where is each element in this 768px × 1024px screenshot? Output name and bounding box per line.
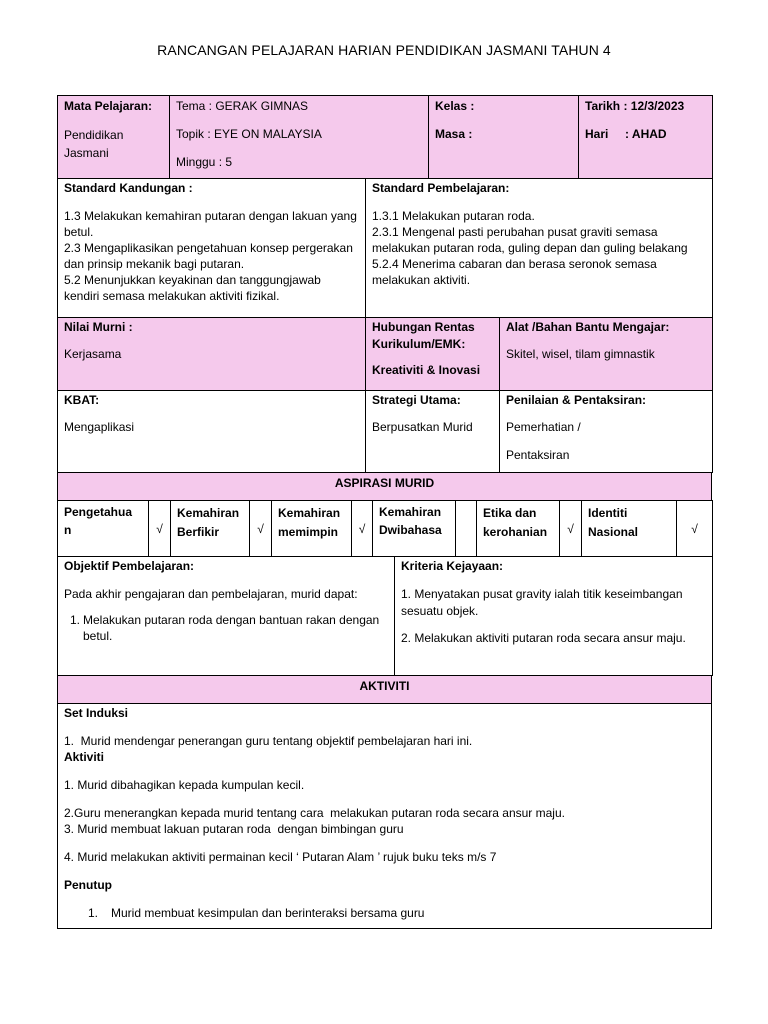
tarikh-text: Tarikh : 12/3/2023 [585, 99, 685, 113]
aspirasi-item-line1: Kemahiran [177, 506, 240, 520]
tema-text: Tema : GERAK GIMNAS [176, 99, 309, 113]
aktiviti-item: 3. Murid membuat lakuan putaran roda dengan bimbingan guru [64, 822, 404, 836]
kriteria-cell [395, 557, 713, 676]
tema-cell [170, 96, 429, 179]
objektif-cell [58, 557, 395, 676]
nilai-kbat-table [57, 317, 713, 473]
hubungan-cell [366, 318, 500, 391]
aspirasi-item-line1: Pengetahua [64, 505, 133, 519]
strategi-label: Strategi Utama: [372, 393, 461, 407]
standard-pembelajaran-cell [366, 179, 713, 318]
kriteria-item: 2. Melakukan aktiviti putaran roda secara ansur maju. [401, 631, 686, 645]
objektif-item: Melakukan putaran roda dengan bantuan rakan dengan betul. [82, 613, 380, 643]
header-table [57, 95, 713, 179]
aspirasi-item-line1: Identiti [588, 506, 628, 520]
aspirasi-item-line2: kerohanian [483, 525, 548, 539]
aktiviti-item: 4. Murid melakukan aktiviti permainan kecil ‘ Putaran Alam ’ rujuk buku teks m/s 7 [64, 850, 497, 864]
kelas-text: Kelas : [435, 99, 475, 113]
aspirasi-heading-table [57, 472, 712, 501]
aspirasi-tick: √ [560, 501, 582, 557]
aspirasi-item-label [272, 501, 352, 557]
aktiviti-heading: AKTIVITI [359, 679, 410, 693]
aspirasi-item-line2: n [64, 523, 72, 537]
alat-cell [500, 318, 713, 391]
aspirasi-item-line1: Kemahiran [379, 505, 442, 519]
standard-kandungan-label: Standard Kandungan : [64, 181, 193, 195]
kbat-value: Mengaplikasi [64, 420, 135, 434]
topik-text: Topik : EYE ON MALAYSIA [176, 127, 322, 141]
aspirasi-item-label [373, 501, 456, 557]
aspirasi-item-label [582, 501, 677, 557]
mata-pelajaran-value: Pendidikan Jasmani [64, 128, 124, 160]
set-induksi-item: 1. Murid mendengar penerangan guru tentang objektif pembelajaran hari ini. [64, 734, 473, 748]
penilaian-value-2: Pentaksiran [506, 448, 570, 462]
penutup-label: Penutup [64, 878, 112, 892]
aspirasi-heading: ASPIRASI MURID [334, 476, 435, 490]
standard-kandungan-item: 2.3 Mengaplikasikan pengetahuan konsep pergerakan dan prinsip mekanik bagi putaran. [64, 241, 353, 271]
nilai-murni-value: Kerjasama [64, 347, 122, 361]
aktiviti-item: 1. Murid dibahagikan kepada kumpulan kecil. [64, 778, 305, 792]
aspirasi-item-label [171, 501, 250, 557]
aspirasi-item-label [58, 501, 149, 557]
alat-value: Skitel, wisel, tilam gimnastik [506, 347, 655, 361]
standard-kandungan-cell [58, 179, 366, 318]
aspirasi-item-line1: Kemahiran [278, 506, 341, 520]
aspirasi-item-line1: Etika dan [483, 506, 537, 520]
tarikh-cell [579, 96, 713, 179]
lesson-plan-table [57, 95, 712, 929]
standard-pembelajaran-item: 5.2.4 Menerima cabaran dan berasa seronok semasa melakukan aktiviti. [372, 257, 657, 287]
aspirasi-tick: √ [149, 501, 171, 557]
strategi-value: Berpusatkan Murid [372, 420, 473, 434]
penilaian-cell [500, 391, 713, 473]
mata-pelajaran-label: Mata Pelajaran: [64, 99, 153, 113]
aspirasi-heading-cell [58, 473, 712, 501]
aktiviti-item: 2.Guru menerangkan kepada murid tentang cara melakukan putaran roda secara ansur maju. [64, 806, 565, 820]
aspirasi-tick: √ [352, 501, 373, 557]
page-title: RANCANGAN PELAJARAN HARIAN PENDIDIKAN JASMANI TAHUN 4 [157, 42, 611, 58]
aktiviti-table [57, 703, 712, 929]
aspirasi-table [57, 500, 713, 557]
kbat-label: KBAT: [64, 393, 100, 407]
standard-kandungan-item: 5.2 Menunjukkan keyakinan dan tanggungjawab kendiri semasa melakukan aktiviti fizikal. [64, 273, 321, 303]
standard-pembelajaran-label: Standard Pembelajaran: [372, 181, 510, 195]
penilaian-value-1: Pemerhatian / [506, 420, 581, 434]
aspirasi-item-label [477, 501, 560, 557]
aspirasi-tick [456, 501, 477, 557]
objektif-intro: Pada akhir pengajaran dan pembelajaran, murid dapat: [64, 587, 358, 601]
objektif-label: Objektif Pembelajaran: [64, 559, 195, 573]
standard-table [57, 178, 713, 318]
objektif-item-number: 1. [70, 613, 81, 627]
minggu-text: Minggu : 5 [176, 155, 233, 169]
kelas-cell [429, 96, 579, 179]
aktiviti-heading-table [57, 675, 712, 704]
standard-pembelajaran-item: 2.3.1 Mengenal pasti perubahan pusat graviti semasa melakukan putaran roda, guling depan dan guling belakang [372, 225, 688, 255]
kbat-cell [58, 391, 366, 473]
kriteria-item: 1. Menyatakan pusat gravity ialah titik keseimbangan sesuatu objek. [401, 587, 683, 618]
penilaian-label: Penilaian & Pentaksiran: [506, 393, 647, 407]
aktiviti-heading-cell [58, 676, 712, 704]
standard-kandungan-item: 1.3 Melakukan kemahiran putaran dengan lakuan yang betul. [64, 209, 357, 239]
nilai-murni-label: Nilai Murni : [64, 320, 133, 334]
aktiviti-label: Aktiviti [64, 750, 105, 764]
standard-pembelajaran-item: 1.3.1 Melakukan putaran roda. [372, 209, 535, 223]
aspirasi-item-line2: Nasional [588, 525, 639, 539]
set-induksi-label: Set Induksi [64, 706, 129, 720]
penutup-item-number: 1. [88, 906, 99, 920]
hubungan-value: Kreativiti & Inovasi [372, 363, 481, 377]
hari-text: Hari : AHAD [585, 127, 667, 141]
strategi-cell [366, 391, 500, 473]
aspirasi-tick: √ [677, 501, 713, 557]
aspirasi-tick: √ [250, 501, 272, 557]
masa-text: Masa : [435, 127, 473, 141]
penutup-item: Murid membuat kesimpulan dan berinteraksi bersama guru [111, 906, 425, 920]
aspirasi-item-line2: Dwibahasa [379, 523, 442, 537]
hubungan-label: Hubungan Rentas Kurikulum/EMK: [372, 320, 475, 351]
objektif-table [57, 556, 713, 676]
aspirasi-item-line2: Berfikir [177, 525, 220, 539]
aspirasi-item-line2: memimpin [278, 525, 339, 539]
aktiviti-cell [58, 704, 712, 929]
mata-pelajaran-cell [58, 96, 170, 179]
kriteria-label: Kriteria Kejayaan: [401, 559, 504, 573]
alat-label: Alat /Bahan Bantu Mengajar: [506, 320, 670, 334]
nilai-murni-cell [58, 318, 366, 391]
